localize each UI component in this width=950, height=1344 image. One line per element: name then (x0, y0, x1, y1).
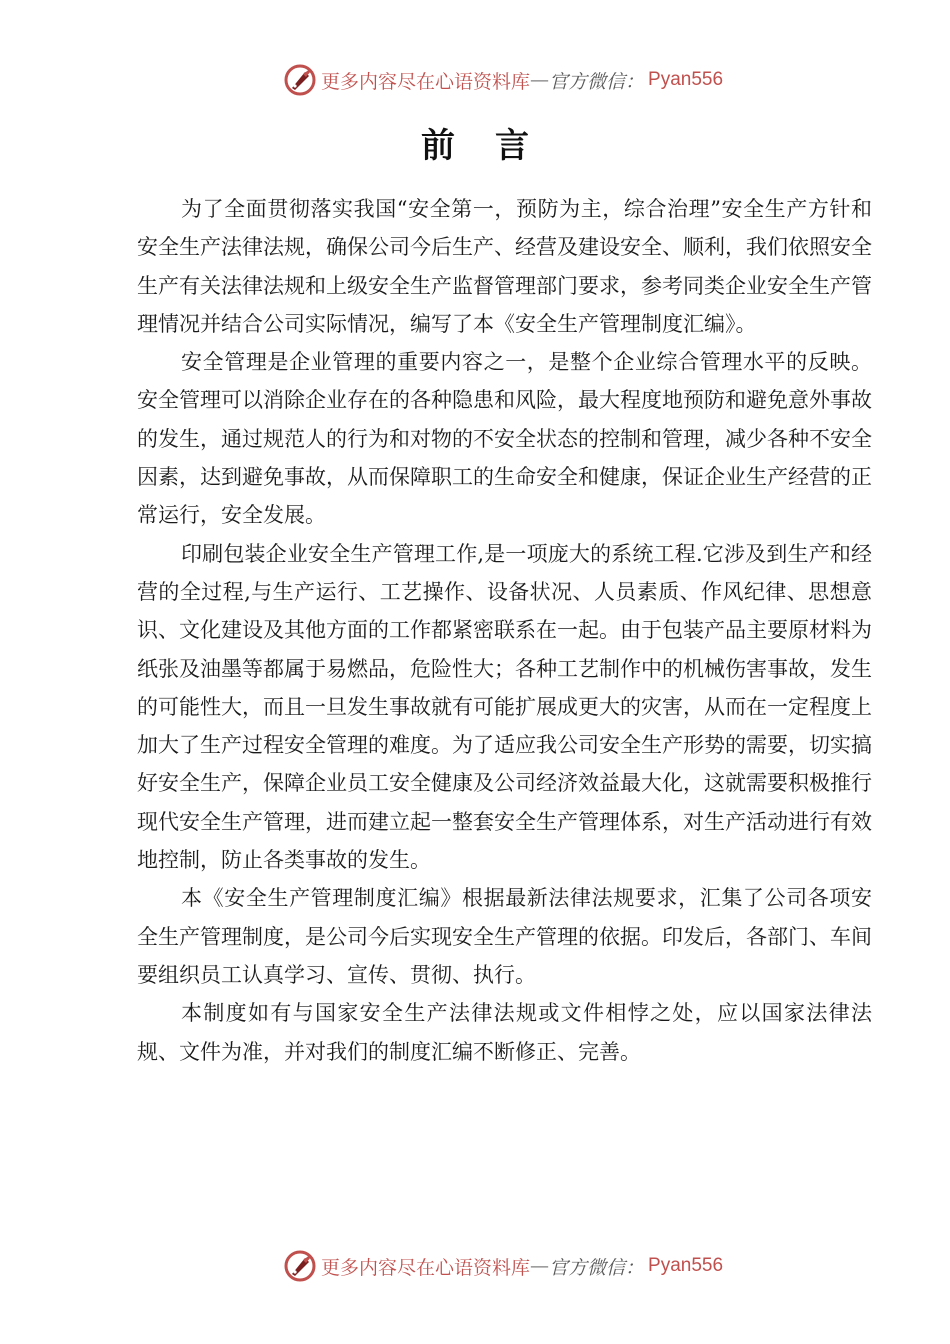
banner-slogan: 更多内容尽在心语资料库 (321, 70, 531, 93)
banner-dash: — (530, 1255, 550, 1277)
paragraph-2: 安全管理是企业管理的重要内容之一，是整个企业综合管理水平的反映。安全管理可以消除企业存在的各种隐患和风险，最大程度地预防和避免意外事故的发生，通过规范人的行为和对物的不安全状态的控制和管理，减少各种不安全因素，达到避免事故，从而保障职工的生命安全和健康，保证企业生产经营的正常运行，安全发展。 (137, 350, 872, 528)
banner-wechat-id: Pyan556 (648, 69, 724, 90)
paragraph-3: 印刷包装企业安全生产管理工作,是一项庞大的系统工程.它涉及到生产和经营的全过程,与生产运行、工艺操作、设备状况、人员素质、作风纪律、思想意识、文化建设及其他方面的工作都紧密联系在一起。由于包装产品主要原材料为纸张及油墨等都属于易燃品，危险性大；各种工艺制作中的机械伤害事故，发生的可能性大，而且一旦发生事故就有可能扩展成更大的灾害，从而在一定程度上加大了生产过程安全管理的难度。为了适应我公司安全生产形势的需要，切实搞好安全生产，保障企业员工安全健康及公司经济效益最大化，这就需要积极推行现代安全生产管理，进而建立起一整套安全生产管理体系，对生产活动进行有效地控制，防止各类事故的发生。 (137, 541, 872, 873)
banner-wechat-label: 官方微信： (549, 1256, 645, 1279)
document-body (137, 190, 872, 1071)
banner-wechat-id: Pyan556 (648, 1255, 724, 1276)
banner-dash: — (530, 69, 550, 91)
page-title: 前言 (421, 126, 569, 166)
pen-nib-logo-icon (283, 63, 317, 97)
paragraph-5: 本制度如有与国家安全生产法律法规或文件相悖之处，应以国家法律法规、文件为准，并对我们的制度汇编不断修正、完善。 (137, 1001, 872, 1064)
header-banner (283, 60, 723, 100)
banner-wechat-label: 官方微信： (549, 70, 645, 93)
banner-slogan: 更多内容尽在心语资料库 (321, 1256, 531, 1279)
pen-nib-logo-icon (283, 1249, 317, 1283)
footer-banner (283, 1246, 723, 1286)
paragraph-1: 为了全面贯彻落实我国“安全第一，预防为主，综合治理”安全生产方针和安全生产法律法规，确保公司今后生产、经营及建设安全、顺利，我们依照安全生产有关法律法规和上级安全生产监督管理部门要求，参考同类企业安全生产管理情况并结合公司实际情况，编写了本《安全生产管理制度汇编》。 (137, 197, 872, 336)
paragraph-4: 本《安全生产管理制度汇编》根据最新法律法规要求，汇集了公司各项安全生产管理制度，是公司今后实现安全生产管理的依据。印发后，各部门、车间要组织员工认真学习、宣传、贯彻、执行。 (137, 886, 872, 987)
